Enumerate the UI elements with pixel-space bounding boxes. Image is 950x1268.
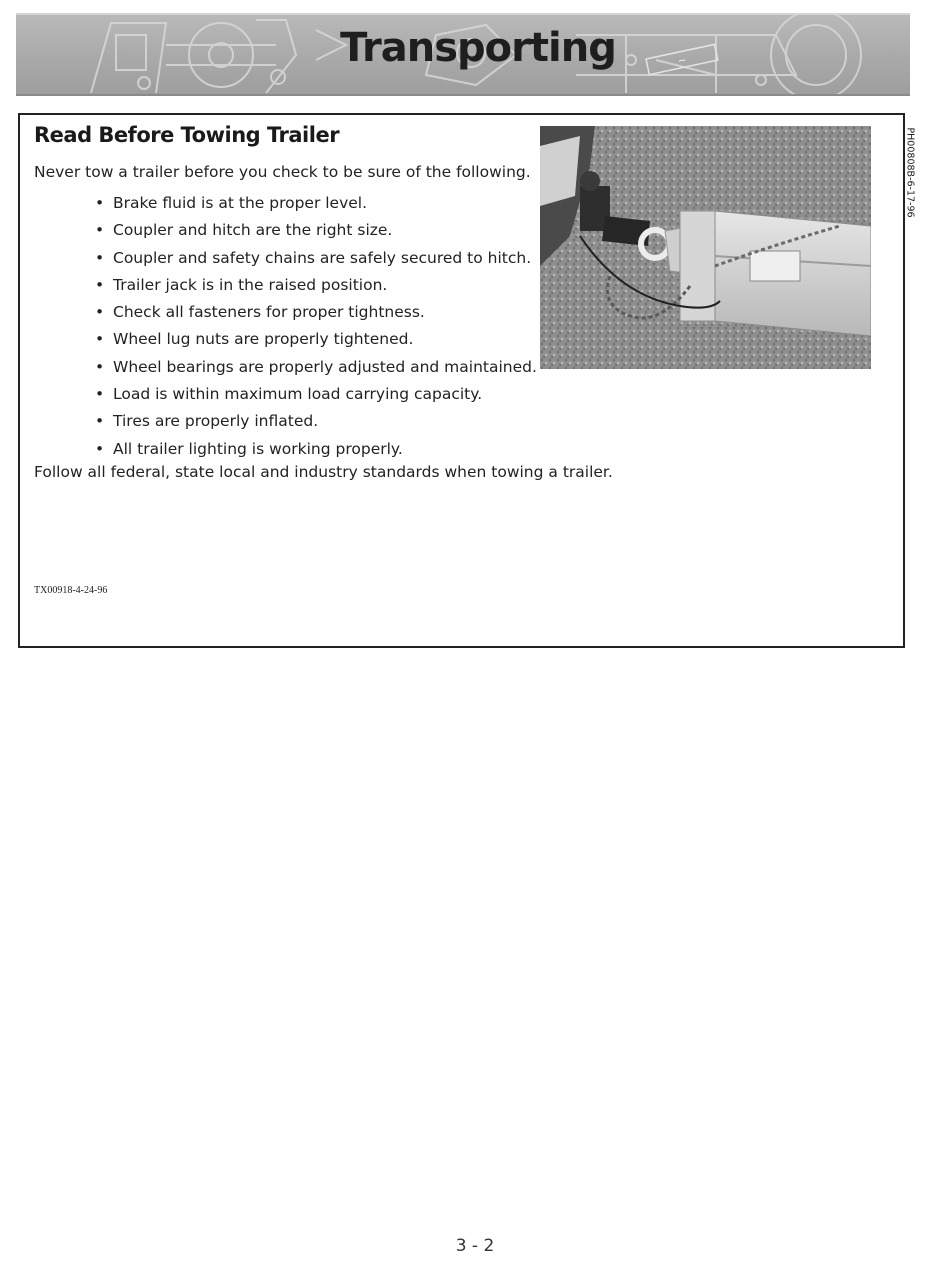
checklist-item: • Coupler and hitch are the right size. (95, 217, 537, 244)
photo-code: PH00808B-6-17-96 (904, 127, 916, 218)
page-title: Transporting (340, 25, 616, 71)
checklist-item: • All trailer lighting is working properly. (95, 436, 537, 463)
bullet-icon: • (95, 330, 105, 349)
checklist-item: • Check all fasteners for proper tightness. (95, 299, 537, 326)
bullet-icon: • (95, 385, 105, 404)
checklist-item: • Brake fluid is at the proper level. (95, 190, 537, 217)
svg-text:~: ~ (676, 54, 688, 68)
intro-text: Never tow a trailer before you check to be sure of the following. (34, 163, 531, 181)
document-code: TX00918-4-24-96 (34, 585, 108, 596)
bullet-icon: • (95, 439, 105, 458)
checklist-item: • Wheel bearings are properly adjusted and maintained. (95, 354, 537, 381)
bullet-icon: • (95, 275, 105, 294)
checklist-item: • Load is within maximum load carrying capacity. (95, 381, 537, 408)
section-box (18, 113, 905, 648)
bullet-icon: • (95, 221, 105, 240)
section-title: Read Before Towing Trailer (34, 123, 340, 147)
trailer-hitch-photo (540, 126, 871, 369)
checklist-item: • Trailer jack is in the raised position. (95, 272, 537, 299)
bullet-icon: • (95, 357, 105, 376)
header-banner (16, 13, 910, 96)
bullet-icon: • (95, 194, 105, 212)
checklist (95, 190, 537, 463)
checklist-item: • Wheel lug nuts are properly tightened. (95, 326, 537, 353)
checklist-item: • Coupler and safety chains are safely secured to hitch. (95, 245, 537, 272)
outro-text: Follow all federal, state local and industry standards when towing a trailer. (34, 463, 613, 481)
bullet-icon: • (95, 303, 105, 322)
checklist-item: • Tires are properly inflated. (95, 408, 537, 435)
page-number: 3 - 2 (455, 1236, 495, 1256)
bullet-icon: • (95, 412, 105, 431)
bullet-icon: • (95, 248, 105, 267)
